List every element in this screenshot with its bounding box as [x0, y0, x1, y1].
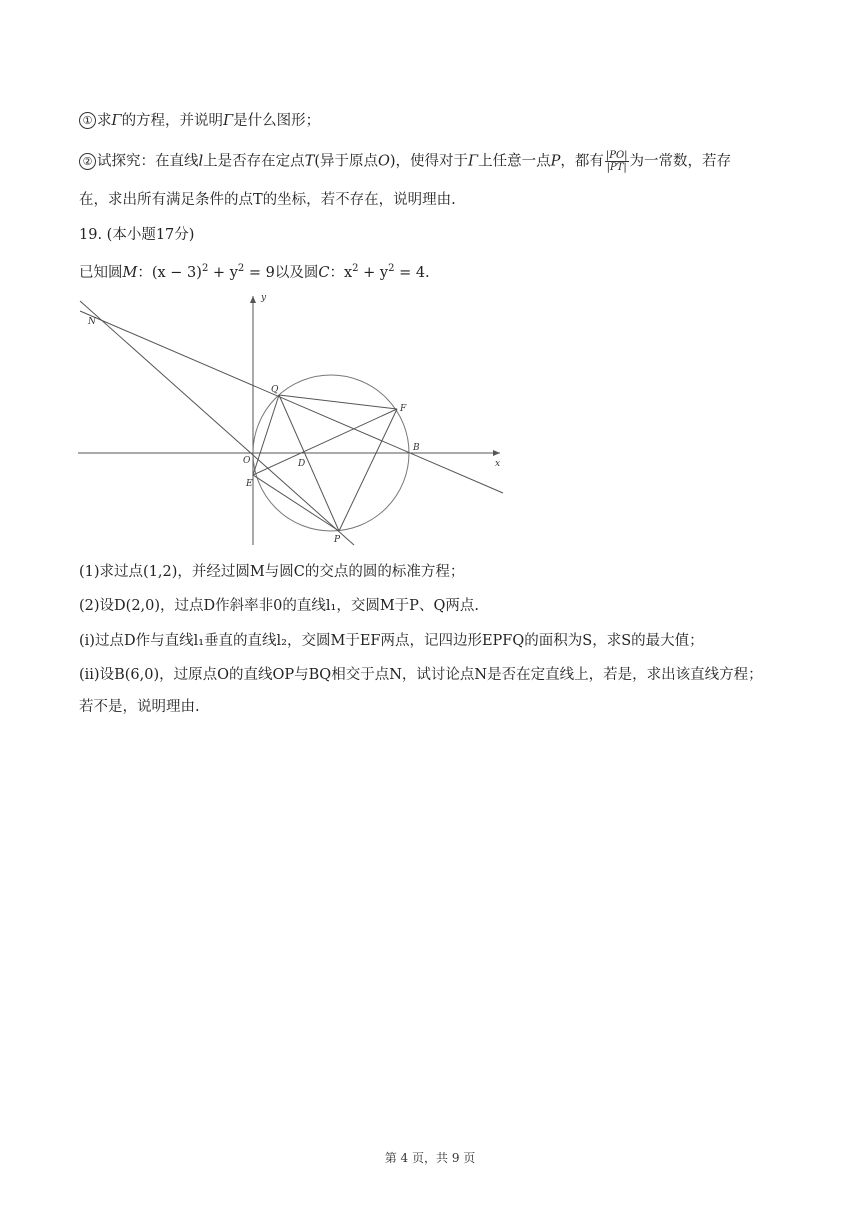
line-nb [80, 311, 503, 493]
circled-number-1: ① [79, 112, 96, 129]
line-op-ext [80, 301, 354, 545]
problem-19-header: 19. (本小题17分) [79, 227, 195, 243]
question-2-ii: (ii)设B(6,0)，过原点O的直线OP与BQ相交于点N，试讨论点N是否在定直线上，若是，求出该直线方程； [79, 667, 763, 683]
y-axis-arrow [250, 296, 256, 303]
problem-19-given: 已知圆M：$(x - 3)^2 + y^2 = 9$以及圆C：$x^2 + y^2 = 4$. [79, 263, 430, 281]
line-ef [253, 409, 397, 475]
question-1: (1)求过点(1,2)，并经过圆M与圆C的交点的圆的标准方程； [79, 564, 465, 580]
label-o: O [243, 456, 251, 466]
x-axis-arrow [493, 450, 500, 456]
geometry-figure [76, 290, 506, 552]
prev-part2: ② 试探究：在直线l上是否存在定点T(异于原点O)，使得对于Γ上任意一点P，都有 $\frac{|PO|}{|PT|}$ 为一常数，若存 [79, 150, 731, 173]
question-2: (2)设D(2,0)，过点D作斜率非0的直线l₁，交圆M于P、Q两点. [79, 598, 479, 614]
question-2-i: (i)过点D作与直线l₁垂直的直线l₂，交圆M于EF两点，记四边形EPFQ的面积为S，求S的最大值； [79, 633, 704, 649]
page-footer: 第 4 页，共 9 页 [384, 1151, 476, 1165]
line-qf [279, 395, 397, 409]
line-qp [279, 395, 339, 531]
label-e: E [246, 479, 253, 489]
prev-part2-line2: 在，求出所有满足条件的点T的坐标，若不存在，说明理由. [79, 192, 456, 208]
line-qe [253, 395, 279, 475]
question-2-ii-cont: 若不是，说明理由. [79, 699, 200, 715]
label-p: P [334, 535, 341, 545]
label-d: D [298, 459, 306, 469]
circled-number-2: ② [79, 153, 96, 170]
line-fp [339, 409, 397, 531]
label-b: B [413, 443, 420, 453]
label-y: y [261, 293, 267, 303]
prev-part1: ① 求Γ的方程，并说明Γ是什么图形； [79, 111, 320, 131]
label-x: x [495, 459, 501, 469]
ratio-fraction: $\frac{|PO|}{|PT|}$ [605, 150, 628, 173]
label-f: F [400, 404, 407, 414]
label-n: N [88, 317, 96, 327]
label-q: Q [271, 385, 279, 395]
